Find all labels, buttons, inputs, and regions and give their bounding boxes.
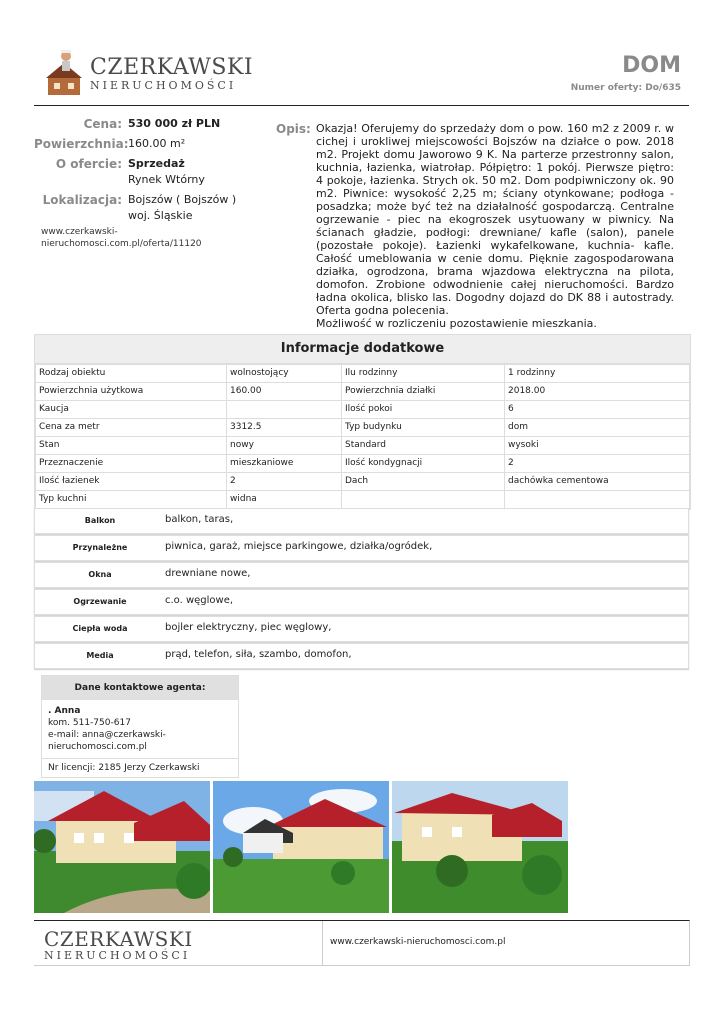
agent-name: . Anna — [48, 706, 81, 716]
feature-name: Balkon — [84, 516, 116, 525]
info-row — [36, 473, 690, 491]
info-value: 2018.00 — [505, 383, 690, 401]
offer-label: O ofercie: — [55, 157, 122, 171]
info-value: wolnostojący — [227, 365, 342, 383]
feature-value: drewniane nowe, — [165, 568, 251, 579]
info-row — [36, 401, 690, 419]
info-value: 3312.5 — [227, 419, 342, 437]
feature-row — [34, 535, 689, 561]
info-value: dom — [505, 419, 690, 437]
feature-name: Przynależne — [72, 543, 128, 552]
info-title: Informacje dodatkowe — [35, 335, 690, 364]
feature-row — [34, 589, 689, 615]
feature-value: balkon, taras, — [165, 514, 234, 525]
house-photo-3[interactable] — [392, 781, 568, 913]
info-value: 160.00 — [227, 383, 342, 401]
offer-value: Sprzedaż — [128, 157, 185, 170]
description-note: Możliwość w rozliczeniu pozostawienie mieszkania. — [316, 317, 597, 330]
info-row — [36, 383, 690, 401]
offer-number: Numer oferty: Do/635 — [570, 83, 681, 93]
feature-value: c.o. węglowe, — [165, 595, 234, 606]
additional-info-table — [34, 334, 691, 510]
house-photo-1[interactable] — [34, 781, 210, 913]
agent-contact-card — [41, 675, 239, 778]
info-value — [505, 491, 690, 509]
price-label: Cena: — [83, 117, 122, 131]
info-value: 2 — [505, 455, 690, 473]
location-label: Lokalizacja: — [42, 193, 122, 207]
company-logo[interactable] — [90, 57, 253, 93]
info-value: dachówka cementowa — [505, 473, 690, 491]
feature-row — [34, 643, 689, 669]
description-text — [316, 122, 674, 330]
logo-name: CZERKAWSKI — [90, 55, 254, 80]
info-label: Ilość łazienek — [36, 473, 227, 491]
feature-row — [34, 508, 689, 534]
info-row — [36, 455, 690, 473]
agent-title: Dane kontaktowe agenta: — [42, 676, 238, 700]
offer-summary — [34, 116, 304, 228]
info-label: Przeznaczenie — [36, 455, 227, 473]
description-body: Okazja! Oferujemy do sprzedaży dom o pow. 160 m2 z 2009 r. w cichej i urokliwej miejscowości Bojszów na działce o pow. 2018 m2. Projekt domu Jaworowo 9 K. Na parterze przestronny salon, kuchnia, łazienka, wiatrołap. Półpiętro: 1 pokój. Pierwsze piętro: 4 pokoje, łazienka. Strych ok. 50 m2. Dom podpiwniczony ok. 90 m2. Piwnice: wysokość 2,25 m; ściany otynkowane; podłoga - posadzka; może być też na działalność gospodarczą. Centralne ogrzewanie - piec na ekogroszek usytuowany w piwnicy. Na ścianach gładzie, podłogi: drewniane/ kafle (salon), panele (pozostałe pokoje). Łazienki wykafelkowane, kuchnia- kafle. Całość umeblowania w cenie domu. Pięknie zagospodarowana działka, ogrodzona, brama wjazdowa elektryczna na pilota, domofon. Zrobione odwodnienie całej nieruchomości. Bardzo ładna okolica, blisko las. Dogodny dojazd do DK 88 i autostrady. Oferta godna polecenia. — [316, 122, 674, 317]
feature-name: Ogrzewanie — [73, 597, 127, 606]
builder-logo-icon — [44, 47, 84, 97]
info-label: Dach — [342, 473, 505, 491]
agent-license: Nr licencji: 2185 Jerzy Czerkawski — [48, 763, 200, 773]
info-label: Kaucja — [36, 401, 227, 419]
area-value: 160.00 m² — [128, 137, 186, 150]
info-label: Typ kuchni — [36, 491, 227, 509]
info-value: 1 rodzinny — [505, 365, 690, 383]
footer-divider — [322, 921, 323, 965]
info-row — [36, 437, 690, 455]
info-row — [36, 365, 690, 383]
page-header — [34, 45, 689, 106]
feature-name: Ciepła woda — [72, 624, 128, 633]
footer-logo-name: CZERKAWSKI — [44, 927, 193, 951]
logo-subtitle: NIERUCHOMOŚCI — [90, 79, 237, 92]
info-label: Ilu rodzinny — [342, 365, 505, 383]
info-value: mieszkaniowe — [227, 455, 342, 473]
location-value: Bojszów ( Bojszów ) — [128, 193, 237, 206]
info-label: Standard — [342, 437, 505, 455]
info-value: nowy — [227, 437, 342, 455]
footer-logo-subtitle: NIERUCHOMOŚCI — [44, 949, 191, 962]
info-value — [227, 401, 342, 419]
info-value: widna — [227, 491, 342, 509]
area-label: Powierzchnia: — [34, 137, 129, 151]
feature-name: Media — [86, 651, 114, 660]
agent-phone[interactable]: kom. 511-750-617 — [48, 718, 131, 728]
info-value: 6 — [505, 401, 690, 419]
info-label: Ilość pokoi — [342, 401, 505, 419]
info-value: 2 — [227, 473, 342, 491]
info-label — [342, 491, 505, 509]
feature-value: prąd, telefon, siła, szambo, domofon, — [165, 649, 352, 660]
offer-url-link[interactable]: www.czerkawski-nieruchomosci.com.pl/oferta/11120 — [41, 227, 202, 249]
house-photo-2[interactable] — [213, 781, 389, 913]
info-label: Powierzchnia działki — [342, 383, 505, 401]
region-value: woj. Śląskie — [128, 209, 193, 222]
info-label: Powierzchnia użytkowa — [36, 383, 227, 401]
page-footer — [34, 920, 690, 966]
info-value: wysoki — [505, 437, 690, 455]
property-type: DOM — [622, 53, 681, 78]
footer-url-link[interactable]: www.czerkawski-nieruchomosci.com.pl — [330, 937, 506, 947]
feature-row — [34, 562, 689, 588]
footer-logo[interactable] — [44, 929, 193, 963]
feature-name: Okna — [88, 570, 112, 579]
info-row — [36, 419, 690, 437]
info-label: Cena za metr — [36, 419, 227, 437]
info-row — [36, 491, 690, 509]
description-label: Opis: — [276, 122, 311, 136]
info-label: Typ budynku — [342, 419, 505, 437]
info-label: Rodzaj obiektu — [36, 365, 227, 383]
price-value: 530 000 zł PLN — [128, 117, 221, 130]
features-list — [34, 508, 689, 670]
feature-value: piwnica, garaż, miejsce parkingowe, działka/ogródek, — [165, 541, 433, 552]
info-label: Ilość kondygnacji — [342, 455, 505, 473]
info-label: Stan — [36, 437, 227, 455]
agent-email[interactable]: e-mail: anna@czerkawski-nieruchomosci.com.pl — [48, 730, 166, 752]
feature-value: bojler elektryczny, piec węglowy, — [165, 622, 332, 633]
feature-row — [34, 616, 689, 642]
market-value: Rynek Wtórny — [128, 173, 205, 186]
